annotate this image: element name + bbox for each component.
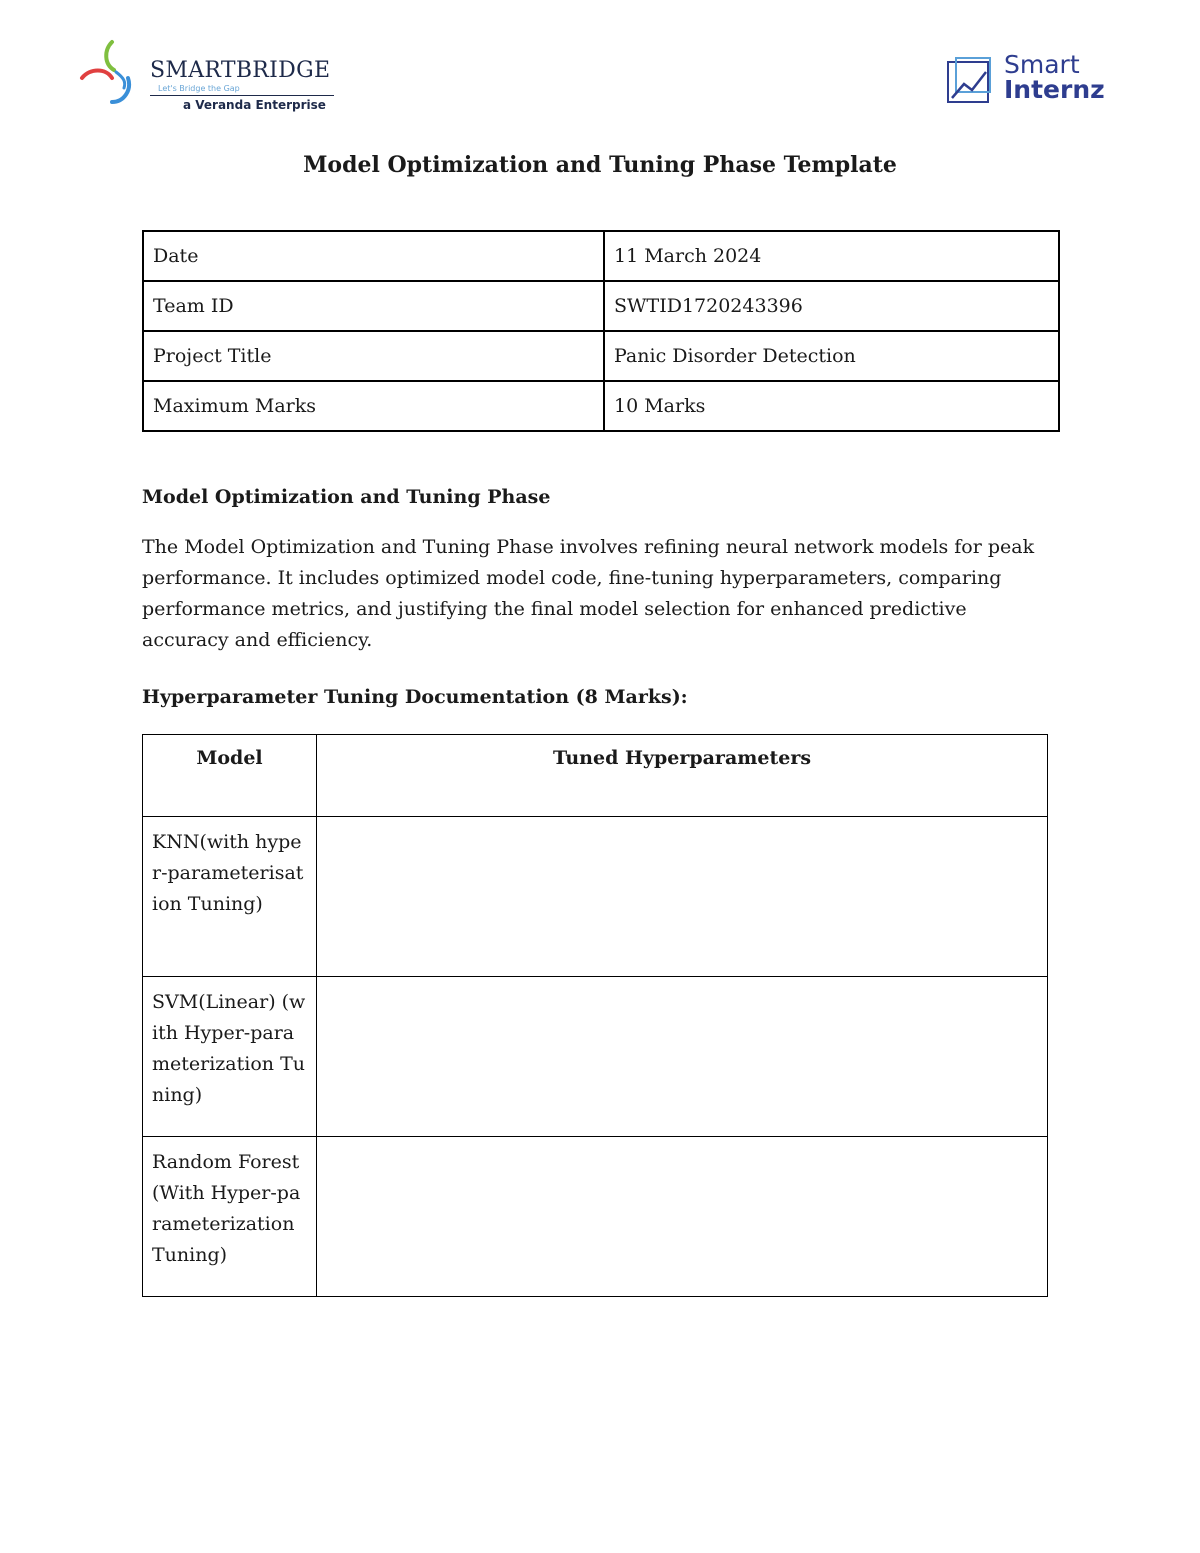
table-row xyxy=(143,1137,1048,1297)
info-label: Maximum Marks xyxy=(143,381,604,431)
info-row-project-title xyxy=(143,331,1059,381)
params-cell xyxy=(317,1137,1048,1297)
info-label: Team ID xyxy=(143,281,604,331)
info-row-maximum-marks xyxy=(143,381,1059,431)
info-row-date xyxy=(143,231,1059,281)
info-value: Panic Disorder Detection xyxy=(604,331,1059,381)
model-cell: KNN(with hyper-parameterisation Tuning) xyxy=(143,817,317,977)
info-value: SWTID1720243396 xyxy=(604,281,1059,331)
smart-internz-logo xyxy=(946,50,1116,110)
smartbridge-subtitle: a Veranda Enterprise xyxy=(183,98,326,112)
info-row-team-id xyxy=(143,281,1059,331)
info-label: Date xyxy=(143,231,604,281)
smart-internz-line2: Internz xyxy=(1004,75,1105,104)
smart-internz-line1: Smart xyxy=(1004,50,1080,79)
page-title: Model Optimization and Tuning Phase Template xyxy=(303,152,897,178)
info-value: 10 Marks xyxy=(604,381,1059,431)
params-column-header: Tuned Hyperparameters xyxy=(317,735,1048,817)
params-cell xyxy=(317,817,1048,977)
params-cell xyxy=(317,977,1048,1137)
hyper-heading: Hyperparameter Tuning Documentation (8 Marks): xyxy=(142,686,688,708)
smart-internz-wordmark xyxy=(1004,52,1105,102)
smartbridge-divider xyxy=(150,95,334,96)
info-label: Project Title xyxy=(143,331,604,381)
model-cell: SVM(Linear) (with Hyper-parameterization Tuning) xyxy=(143,977,317,1137)
model-cell: Random Forest (With Hyper-parameterization Tuning) xyxy=(143,1137,317,1297)
model-column-header: Model xyxy=(143,735,317,817)
hyper-header-row xyxy=(143,735,1048,817)
description-paragraph: The Model Optimization and Tuning Phase involves refining neural network models for peak performance. It includes optimized model code, fine-tuning hyperparameters, comparing performance metrics, and justifying the final model selection for enhanced predictive accuracy and efficiency. xyxy=(142,536,1035,651)
info-table xyxy=(142,230,1060,432)
table-row xyxy=(143,817,1048,977)
smart-internz-chart-icon xyxy=(946,56,994,106)
section-heading: Model Optimization and Tuning Phase xyxy=(142,486,551,508)
info-value: 11 March 2024 xyxy=(604,231,1059,281)
smartbridge-logo xyxy=(78,38,340,118)
smartbridge-brand: SMARTBRIDGE xyxy=(150,58,331,83)
table-row xyxy=(143,977,1048,1137)
smartbridge-tagline: Let's Bridge the Gap xyxy=(158,84,240,93)
smartbridge-swirl-icon xyxy=(78,38,148,110)
hyperparameter-table xyxy=(142,734,1048,1297)
